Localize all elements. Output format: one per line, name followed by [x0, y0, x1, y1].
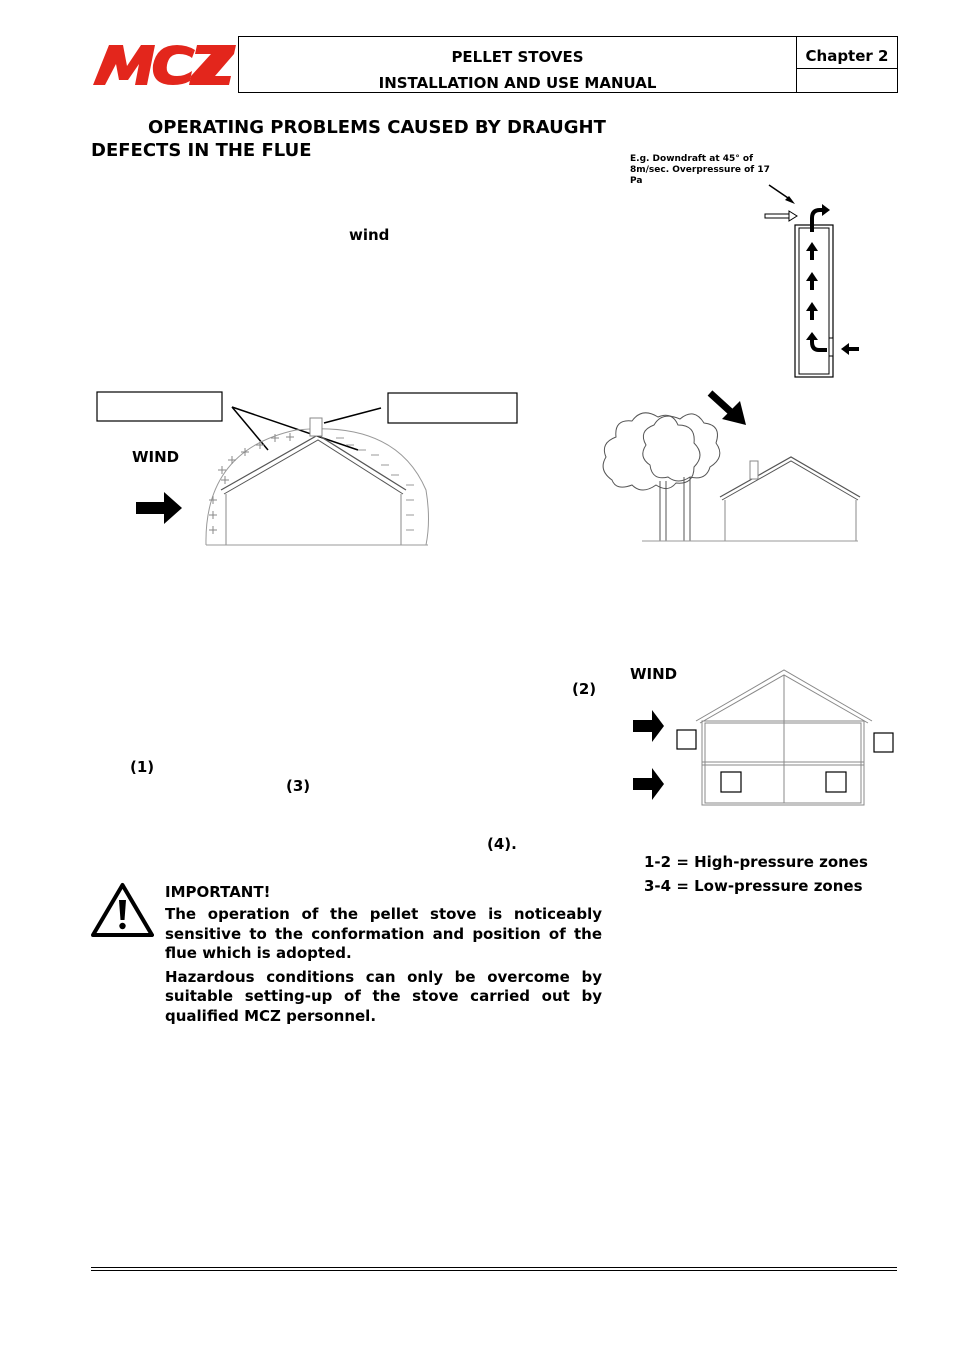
footer-rule: [91, 1267, 897, 1268]
warning-icon: [91, 882, 154, 938]
header-title-line2: INSTALLATION AND USE MANUAL: [378, 74, 657, 92]
warning-paragraph-2: Hazardous conditions can only be overcome by suitable setting-up of the stove carried out by qualified MCZ personnel.: [165, 967, 602, 1025]
tree-house-diagram: [598, 385, 864, 545]
footer-rule-second: [91, 1270, 897, 1271]
marker-2: (2): [572, 680, 597, 698]
chapter-label: Chapter 2: [796, 37, 898, 69]
marker-1: (1): [130, 758, 155, 776]
header-title-cell: [239, 37, 797, 92]
warning-heading: IMPORTANT!: [165, 883, 271, 901]
downdraft-note: E.g. Downdraft at 45° of 8m/sec. Overpressure of 17 Pa: [630, 154, 770, 186]
house-pressure-diagram: [630, 665, 896, 810]
header-title-line1: PELLET STOVES: [451, 48, 584, 66]
zone-high-legend: 1-2 = High-pressure zones: [644, 853, 868, 871]
warning-body: [165, 905, 602, 1030]
roof-wind-diagram: [96, 390, 521, 550]
house-wind-label: WIND: [630, 665, 678, 683]
flue-diagram: [755, 180, 865, 380]
section-title-line2: DEFECTS IN THE FLUE: [91, 140, 312, 161]
section-title-line1: OPERATING PROBLEMS CAUSED BY DRAUGHT: [148, 117, 606, 138]
marker-4: (4).: [487, 835, 517, 853]
mcz-logo: [91, 44, 237, 86]
roof-wind-label: WIND: [132, 448, 180, 466]
marker-3: (3): [286, 777, 311, 795]
header-box: [238, 36, 898, 93]
zone-low-legend: 3-4 = Low-pressure zones: [644, 877, 863, 895]
warning-paragraph-1: The operation of the pellet stove is noticeably sensitive to the conformation and position of the flue which is adopted.: [165, 905, 602, 962]
word-wind: wind: [349, 226, 390, 244]
